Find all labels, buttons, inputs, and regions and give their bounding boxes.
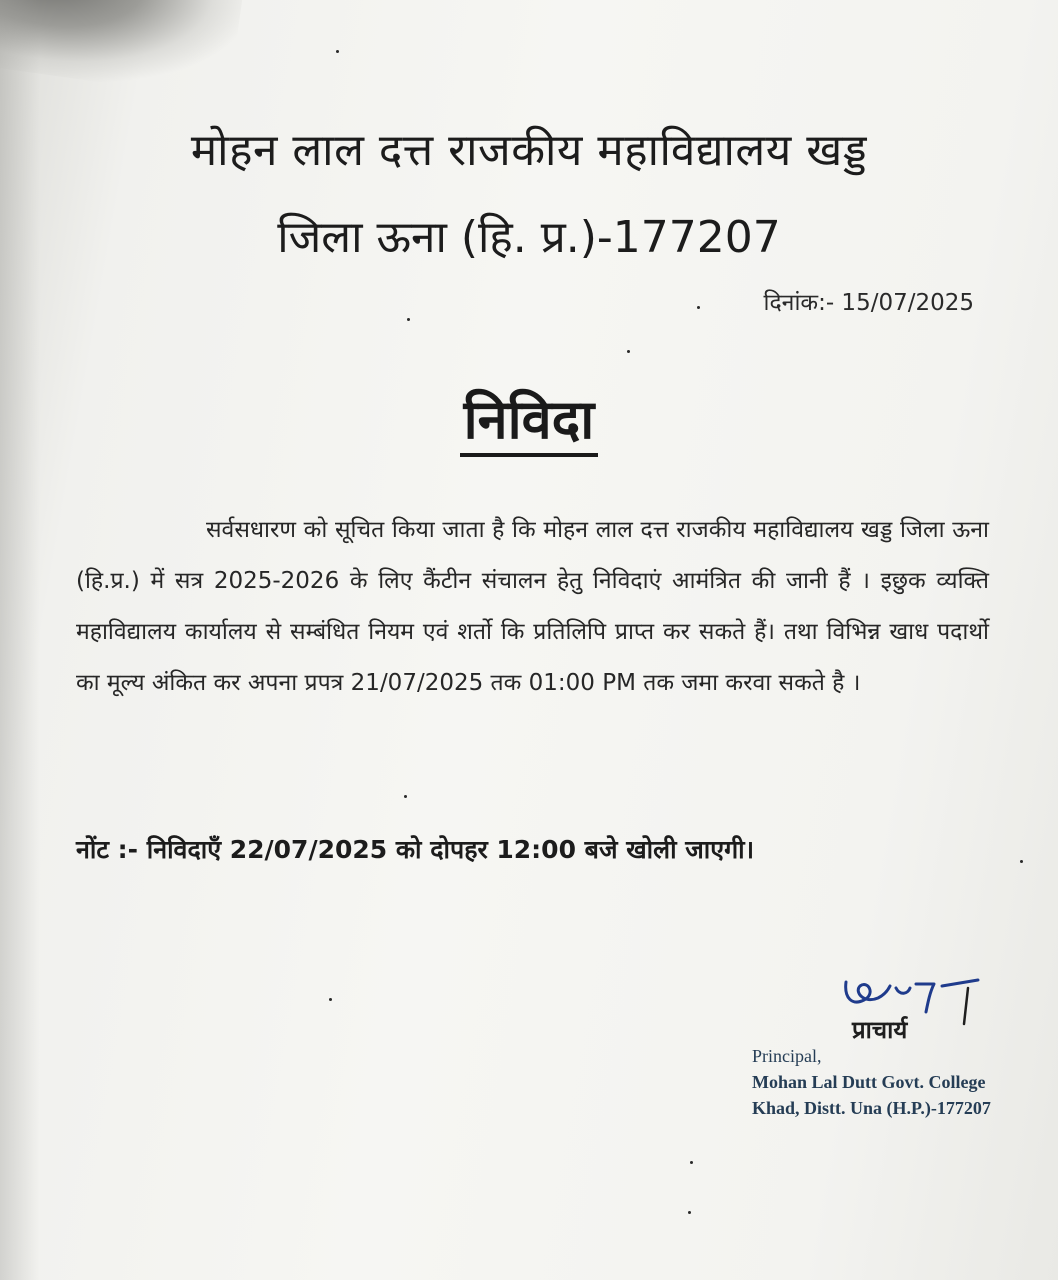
- paper-speck: [697, 306, 700, 309]
- paper-speck: [688, 1211, 691, 1214]
- notice-title-text: निविदा: [460, 389, 599, 457]
- college-address-heading: जिला ऊना (हि. प्र.)-177207: [277, 212, 781, 263]
- paper-edge-shade: [0, 0, 40, 1280]
- stamp-line-college: Mohan Lal Dutt Govt. College: [752, 1072, 986, 1092]
- college-name-heading: मोहन लाल दत्त राजकीय महाविद्यालय खड्ड: [190, 125, 868, 176]
- paper-speck: [690, 1161, 693, 1164]
- notice-note: नोंट :- निविदाएँ 22/07/2025 को दोपहर 12:00 बजे खोली जाएगी।: [76, 835, 755, 864]
- paper-speck: [404, 795, 407, 798]
- principal-stamp: [752, 1043, 991, 1121]
- notice-body-paragraph: सर्वसधारण को सूचित किया जाता है कि मोहन लाल दत्त राजकीय महाविद्यालय खड्ड जिला ऊना (हि.प्र.) में सत्र 2025-2026 के लिए कैंटीन संचालन हेतु निविदाएं आमंत्रित की जानी हैं । इछुक व्यक्ति महाविद्यालय कार्यालय से सम्बंधित नियम एवं शर्तो कि प्रतिलिपि प्राप्त कर सकते हैं। तथा विभिन्न खाध पदार्थो का मूल्य अंकित कर अपना प्रपत्र 21/07/2025 तक 01:00 PM तक जमा करवा सकते है ।: [76, 517, 989, 696]
- paper-speck: [627, 350, 630, 353]
- stamp-line-address: Khad, Distt. Una (H.P.)-177207: [752, 1098, 991, 1118]
- principal-title: प्राचार्य: [852, 1016, 908, 1044]
- stamp-line-designation: Principal,: [752, 1046, 822, 1066]
- notice-date: दिनांक:- 15/07/2025: [763, 290, 974, 316]
- paper-speck: [329, 998, 332, 1001]
- paper-speck: [407, 318, 410, 321]
- paper-speck: [336, 50, 339, 53]
- notice-title: [0, 388, 1058, 457]
- paper-speck: [1020, 860, 1023, 863]
